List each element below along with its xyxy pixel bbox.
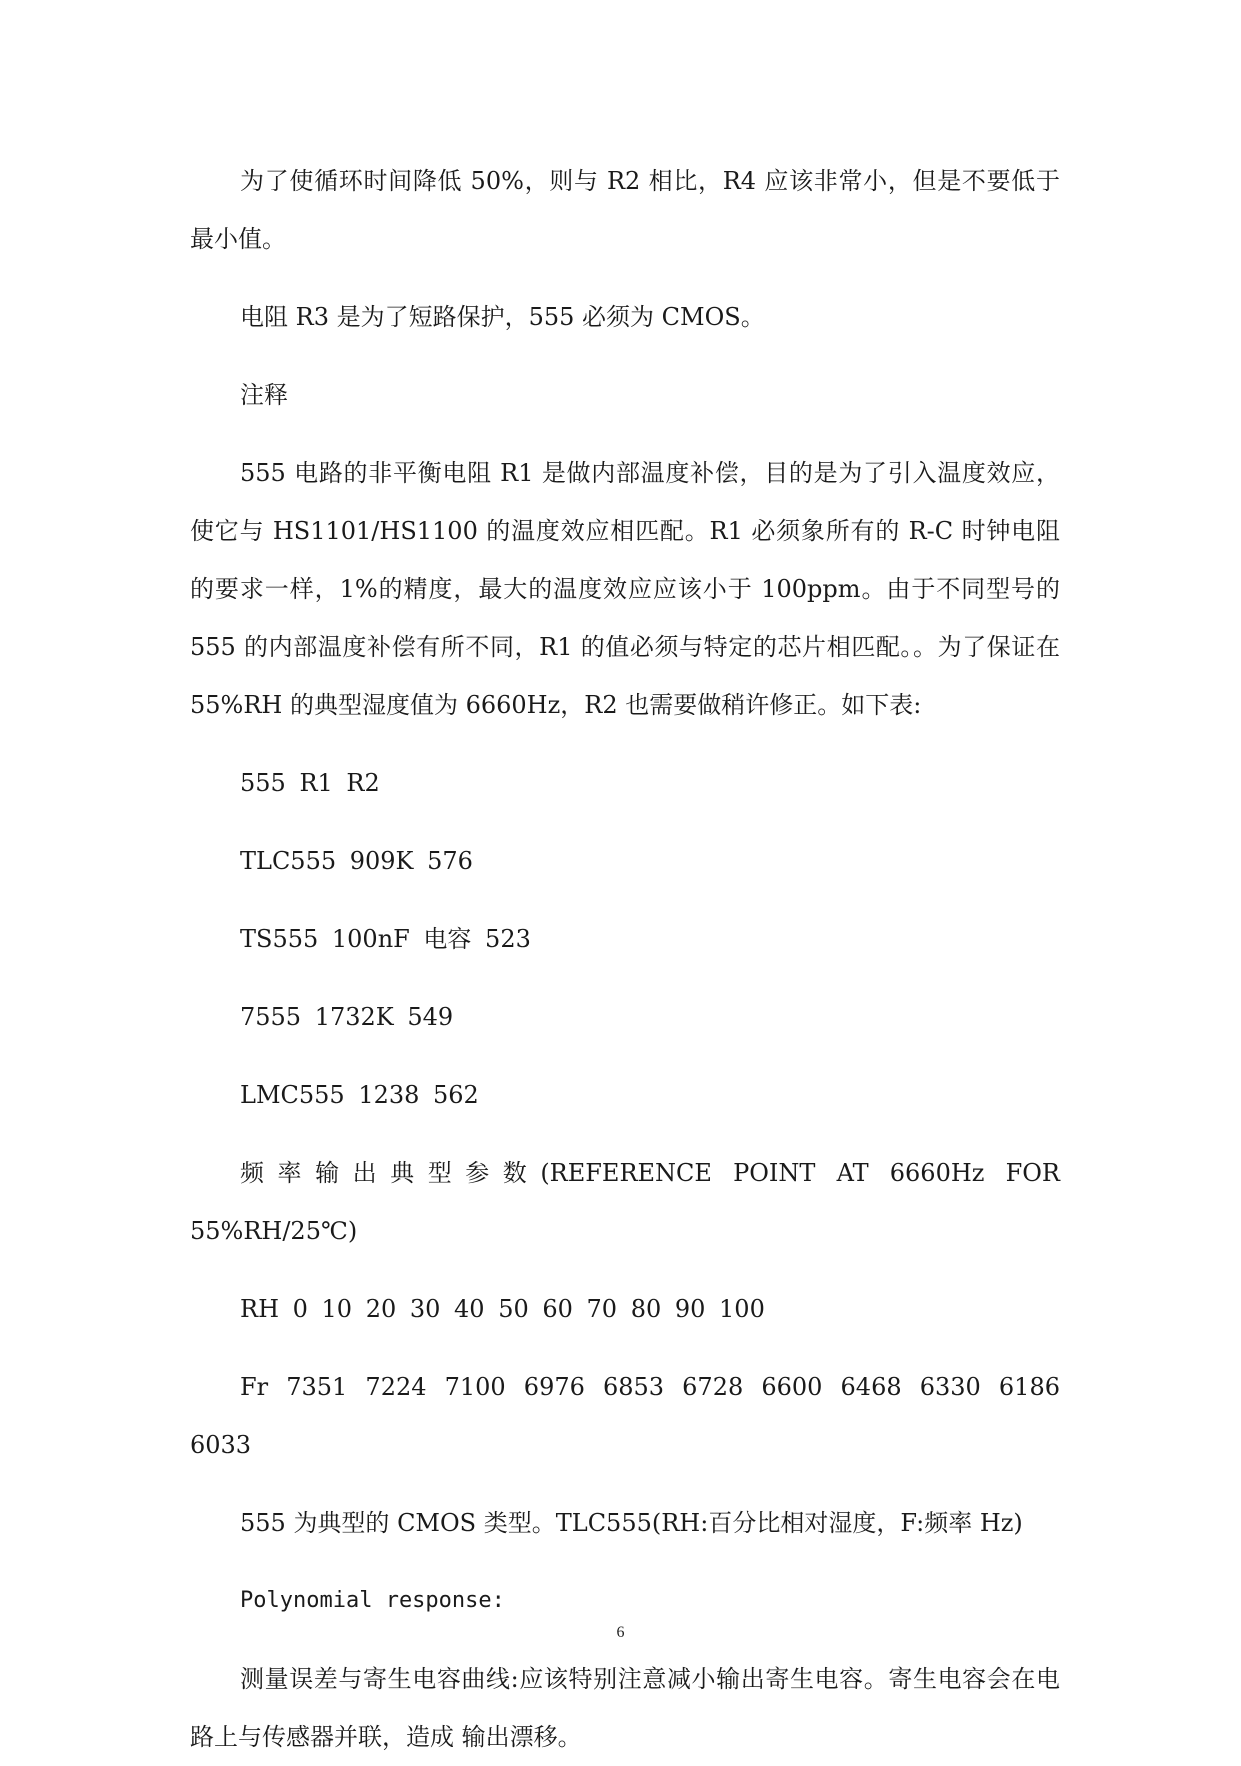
cmos-note: 555 为典型的 CMOS 类型。TLC555(RH:百分比相对湿度，F:频率 Hz) bbox=[240, 1509, 1023, 1537]
paragraph-measurement-error: 测量误差与寄生电容曲线:应该特别注意减小输出寄生电容。寄生电容会在电路上与传感器并联，造成 输出漂移。 bbox=[190, 1665, 1060, 1751]
document-body bbox=[190, 152, 1060, 1766]
rh-values-row: RH 0 10 20 30 40 50 60 70 80 90 100 bbox=[240, 1295, 765, 1323]
frequency-values-row: Fr 7351 7224 7100 6976 6853 6728 6600 6468 6330 6186 6033 bbox=[190, 1373, 1060, 1459]
paragraph-cycle-time: 为了使循环时间降低 50%，则与 R2 相比，R4 应该非常小，但是不要低于最小值。 bbox=[190, 167, 1060, 253]
section-heading-notes: 注释 bbox=[240, 381, 288, 409]
table-row: TS555 100nF 电容 523 bbox=[240, 925, 531, 953]
table-header-row: 555 R1 R2 bbox=[240, 769, 380, 797]
table-row: 7555 1732K 549 bbox=[240, 1003, 454, 1031]
paragraph-r1-compensation: 555 电路的非平衡电阻 R1 是做内部温度补偿，目的是为了引入温度效应，使它与 HS1101/HS1100 的温度效应相匹配。R1 必须象所有的 R-C 时钟电阻的要求一样，1%的精度，最大的温度效应应该小于 100ppm。由于不同型号的 555 的内部温度补偿有所不同，R1 的值必须与特定的芯片相匹配。。为了保证在 55%RH 的典型湿度值为 6660Hz，R2 也需要做稍许修正。如下表: bbox=[190, 459, 1060, 719]
paragraph-r3-protection: 电阻 R3 是为了短路保护，555 必须为 CMOS。 bbox=[240, 303, 765, 331]
table-row: LMC555 1238 562 bbox=[240, 1081, 479, 1109]
page-number: 6 bbox=[616, 1624, 625, 1641]
table-row: TLC555 909K 576 bbox=[240, 847, 473, 875]
polynomial-response-label: Polynomial response: bbox=[240, 1588, 505, 1613]
frequency-table-title: 频率输出典型参数(REFERENCE POINT AT 6660Hz FOR 55%RH/25℃) bbox=[190, 1159, 1060, 1245]
